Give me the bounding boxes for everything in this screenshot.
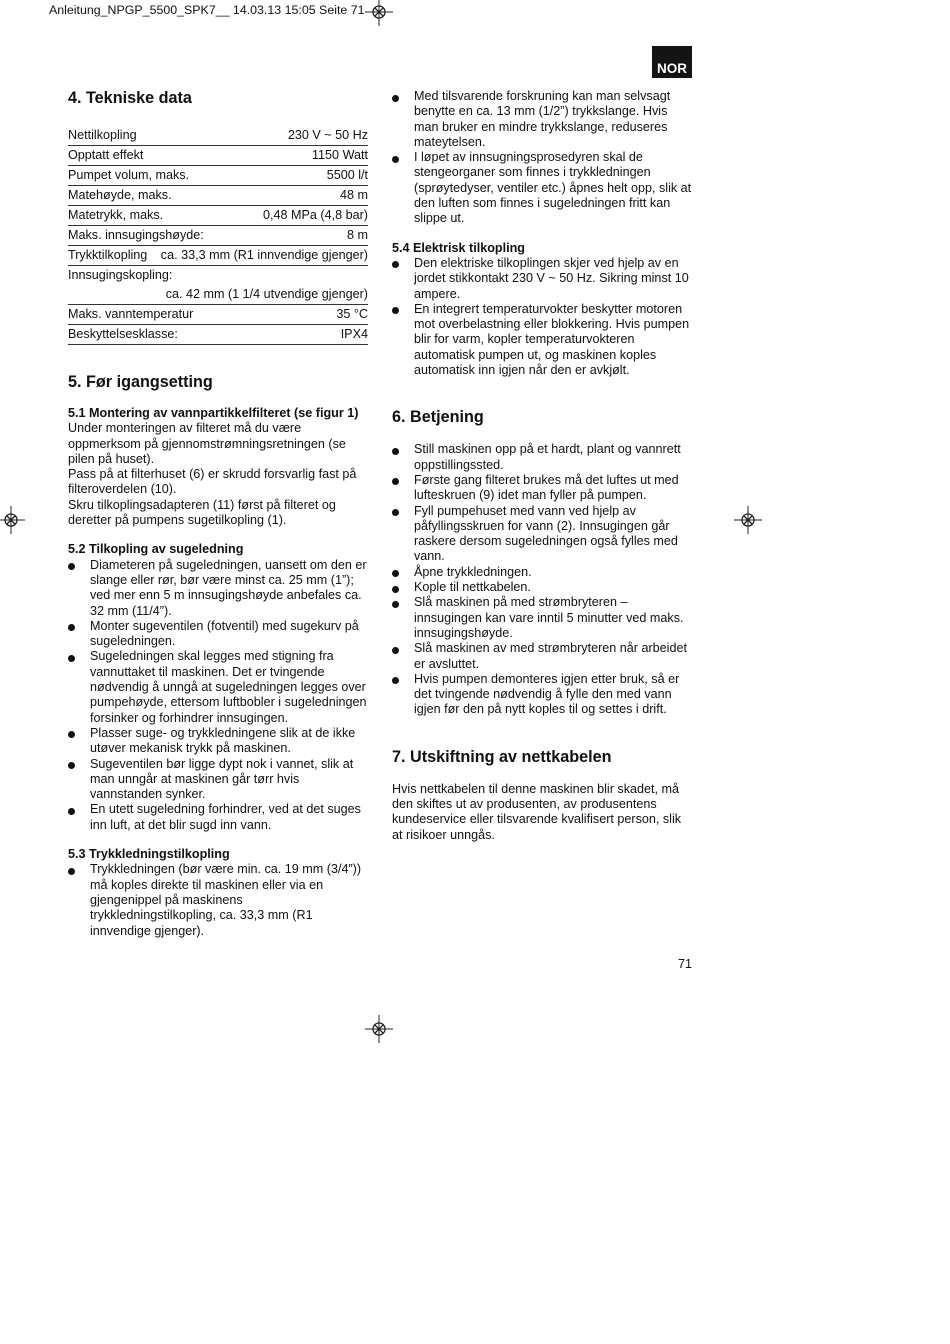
list-item: Slå maskinen på med strømbryteren – innsugingen kan vare inntil 5 minutter ved maks. innsugingshøyde. <box>392 595 692 641</box>
print-header: Anleitung_NPGP_5500_SPK7__ 14.03.13 15:05 Seite 71 <box>49 3 365 17</box>
spec-value: ca. 33,3 mm (R1 innvendige gjenger) <box>160 248 368 262</box>
bullet-list <box>392 89 692 227</box>
language-badge: NOR <box>652 46 692 78</box>
registration-mark-icon <box>365 0 393 28</box>
spec-value: ca. 42 mm (1 1/4 utvendige gjenger) <box>165 287 368 301</box>
bullet-list <box>68 862 368 938</box>
list-item: Plasser suge- og trykkledningene slik at de ikke utøver mekanisk trykk på maskinen. <box>68 726 368 757</box>
bullet-list <box>392 256 692 378</box>
spec-value: 230 V ~ 50 Hz <box>287 128 368 142</box>
spec-value: 5500 l/t <box>326 168 368 182</box>
page-number: 71 <box>678 957 693 971</box>
spec-label: Matehøyde, maks. <box>68 188 172 202</box>
spec-label: Maks. innsugingshøyde: <box>68 228 204 242</box>
spec-row <box>68 325 368 345</box>
spec-row <box>68 246 368 266</box>
list-item: Monter sugeventilen (fotventil) med sugekurv på sugeledningen. <box>68 619 368 650</box>
section-title: 5. Før igangsetting <box>68 373 213 391</box>
list-item: I løpet av innsugningsprosedyren skal de stengeorganer som finnes i trykkledningen (sprøytedyser, ventiler etc.) åpnes helt opp, slik at den luften som finnes i sugeledningen fritt kan slippe ut. <box>392 150 692 226</box>
registration-mark-icon <box>734 506 762 534</box>
spec-value: 0,48 MPa (4,8 bar) <box>263 208 368 222</box>
spec-value: 8 m <box>347 228 368 242</box>
spec-label: Nettilkopling <box>68 128 137 142</box>
subsection-title: 5.1 Montering av vannpartikkelfilteret (se figur 1) <box>68 406 359 420</box>
list-item: Med tilsvarende forskruning kan man selvsagt benytte en ca. 13 mm (1/2”) trykkslange. Hvis man bruker en mindre trykkslange, reduseres mateytelsen. <box>392 89 692 150</box>
list-item: Trykkledningen (bør være min. ca. 19 mm (3/4”)) må koples direkte til maskinen eller via en gjengenippel på maskinens trykkledningstilkopling, ca. 33,3 mm (R1 innvendige gjenger). <box>68 862 368 938</box>
list-item: En integrert temperaturvokter beskytter motoren mot overbelastning eller blokkering. Hvis pumpen blir for varm, kopler temperaturvokteren automatisk pumpen ut, og maskinen koples automatisk inn igjen når den er avkjølt. <box>392 302 692 378</box>
section-title: 6. Betjening <box>392 408 484 427</box>
list-item: Fyll pumpehuset med vann ved hjelp av påfyllingsskruen for vann (2). Innsugingen går raskere dersom sugeledningen også fylles med vann. <box>392 504 692 565</box>
section-title: 4. Tekniske data <box>68 89 192 107</box>
left-column <box>68 88 368 939</box>
spec-label: Pumpet volum, maks. <box>68 168 190 182</box>
spec-label: Maks. vanntemperatur <box>68 307 194 321</box>
spec-row <box>68 305 368 325</box>
registration-mark-icon <box>365 1015 393 1043</box>
list-item: Kople til nettkabelen. <box>392 580 692 595</box>
spec-value: 35 °C <box>336 307 368 321</box>
list-item: Hvis pumpen demonteres igjen etter bruk, så er det tvingende nødvendig å fylle den med vann igjen før den på nytt koples til og settes i drift. <box>392 672 692 718</box>
spec-row <box>68 166 368 186</box>
list-item: En utett sugeledning forhindrer, ved at det suges inn luft, at det blir sugd inn vann. <box>68 802 368 833</box>
list-item: Åpne trykkledningen. <box>392 565 692 580</box>
spec-label: Innsugingskopling: <box>68 268 173 282</box>
spec-row <box>68 126 368 146</box>
registration-mark-icon <box>0 506 25 534</box>
list-item: Slå maskinen av med strømbryteren når arbeidet er avsluttet. <box>392 641 692 672</box>
list-item: Diameteren på sugeledningen, uansett om den er slange eller rør, bør være minst ca. 25 mm (1”); ved mer enn 5 m innsugingshøyde anbefales ca. 32 mm (11/4”). <box>68 558 368 619</box>
list-item: Den elektriske tilkoplingen skjer ved hjelp av en jordet stikkontakt 230 V ~ 50 Hz. Sikring minst 10 ampere. <box>392 256 692 302</box>
paragraph: Hvis nettkabelen til denne maskinen blir skadet, må den skiftes ut av produsenten, av produsentens kundeservice eller tilsvarende kvalifisert person, slik at risikoer unngås. <box>392 781 682 842</box>
bullet-list <box>68 558 368 833</box>
paragraph: Under monteringen av filteret må du være oppmerksom på gjennomstrømningsretningen (se pilen på huset). <box>68 421 346 466</box>
spec-label: Opptatt effekt <box>68 148 144 162</box>
subsection-title: 5.4 Elektrisk tilkopling <box>392 240 525 255</box>
spec-value: 48 m <box>340 188 368 202</box>
spec-label: Matetrykk, maks. <box>68 208 164 222</box>
spec-label: Beskyttelsesklasse: <box>68 327 178 341</box>
subsection-title: 5.2 Tilkopling av sugeledning <box>68 542 244 557</box>
right-column <box>392 89 692 843</box>
subsection-title: 5.3 Trykkledningstilkopling <box>68 847 230 862</box>
spec-row <box>68 186 368 206</box>
spec-row <box>68 146 368 166</box>
list-item: Still maskinen opp på et hardt, plant og vannrett oppstillingssted. <box>392 442 692 473</box>
bullet-list <box>392 442 692 717</box>
list-item: Første gang filteret brukes må det luftes ut med lufteskruen (9) idet man fyller på pumpen. <box>392 473 692 504</box>
spec-row <box>68 266 368 305</box>
spec-value: 1150 Watt <box>311 148 368 162</box>
list-item: Sugeledningen skal legges med stigning fra vannuttaket til maskinen. Det er tvingende nødvendig å unngå at sugeledningen legges over pumpehøyde, ettersom luftbobler i sugeledningen forsinker og forhindrer innsugingen. <box>68 649 368 725</box>
spec-row <box>68 226 368 246</box>
spec-row <box>68 206 368 226</box>
section-title: 7. Utskiftning av nettkabelen <box>392 747 612 766</box>
list-item: Sugeventilen bør ligge dypt nok i vannet, slik at man unngår at maskinen går tørr hvis vannstanden synker. <box>68 757 368 803</box>
spec-value: IPX4 <box>340 327 368 341</box>
paragraph: Skru tilkoplingsadapteren (11) først på filteret og deretter på pumpens sugetilkopling (1). <box>68 497 336 528</box>
spec-table <box>68 126 368 345</box>
spec-label: Trykktilkopling <box>68 248 148 262</box>
paragraph: Pass på at filterhuset (6) er skrudd forsvarlig fast på filteroverdelen (10). <box>68 467 357 497</box>
